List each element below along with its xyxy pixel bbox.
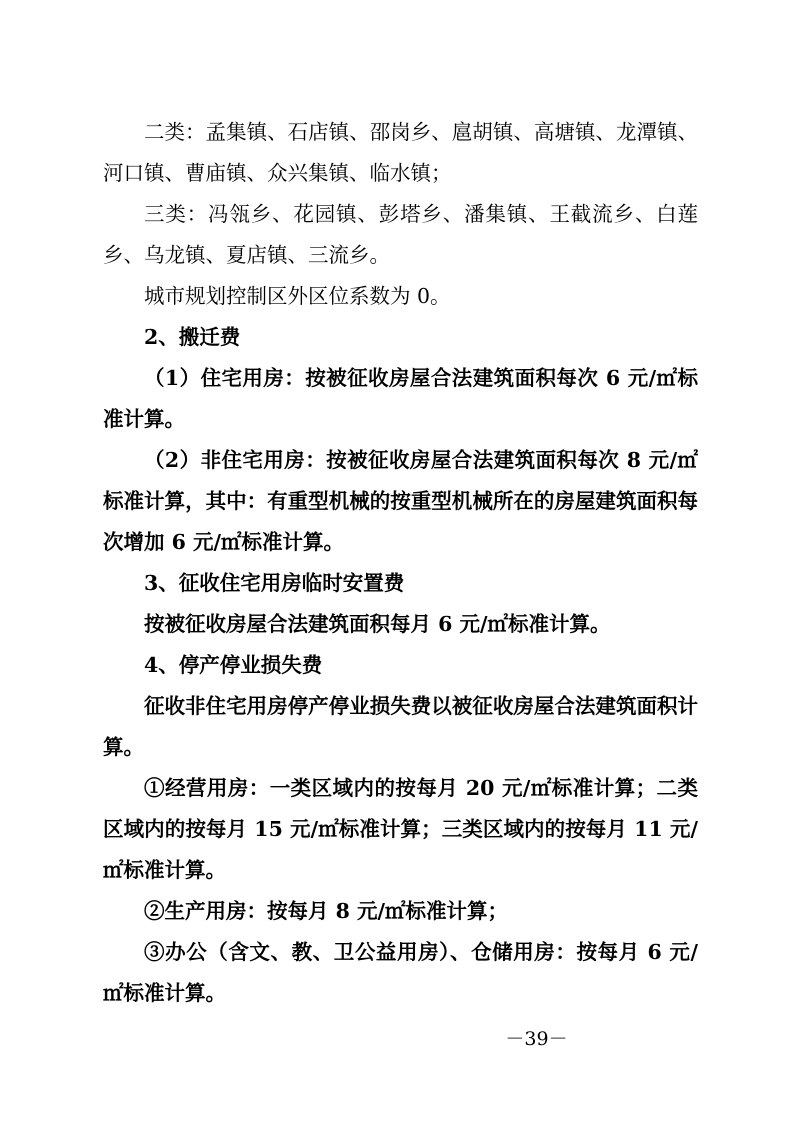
paragraph-outside-planning-area: 城市规划控制区外区位系数为 0。: [144, 284, 451, 308]
page-number-value: －39－: [505, 1028, 568, 1050]
paragraph-production-suspension-basis: 征收非住宅用房停产停业损失费以被征收房屋合法建筑面积计算。: [103, 694, 698, 759]
heading-temporary-resettlement-fee: 3、征收住宅用房临时安置费: [144, 571, 405, 595]
paragraph-nonresidential-relocation: （2）非住宅用房：按被征收房屋合法建筑面积每次 8 元/㎡标准计算，其中：有重型机械的按重型机械所在的房屋建筑面积每次增加 6 元/㎡标准计算。: [103, 448, 698, 554]
paragraph-temporary-resettlement-standard: 按被征收房屋合法建筑面积每月 6 元/㎡标准计算。: [144, 612, 611, 636]
paragraph-category-three: 三类：冯瓴乡、花园镇、彭塔乡、潘集镇、王截流乡、白莲乡、乌龙镇、夏店镇、三流乡。: [103, 202, 698, 267]
document-body: [103, 112, 698, 1014]
page-number: [0, 1024, 793, 1051]
paragraph-business-premises: ①经营用房：一类区域内的按每月 20 元/㎡标准计算；二类区域内的按每月 15 元/㎡标准计算；三类区域内的按每月 11 元/㎡标准计算。: [103, 776, 698, 882]
paragraph-residential-relocation: （1）住宅用房：按被征收房屋合法建筑面积每次 6 元/㎡标准计算。: [103, 366, 698, 431]
paragraph-production-premises: ②生产用房：按每月 8 元/㎡标准计算；: [144, 899, 509, 923]
paragraph-category-two: 二类：孟集镇、石店镇、邵岗乡、扈胡镇、高塘镇、龙潭镇、河口镇、曹庙镇、众兴集镇、临水镇；: [103, 120, 698, 185]
heading-production-suspension-loss: 4、停产停业损失费: [144, 653, 323, 677]
paragraph-office-storage-premises: ③办公（含文、教、卫公益用房）、仓储用房：按每月 6 元/㎡标准计算。: [103, 940, 698, 1005]
heading-relocation-fee: 2、搬迁费: [144, 325, 241, 349]
